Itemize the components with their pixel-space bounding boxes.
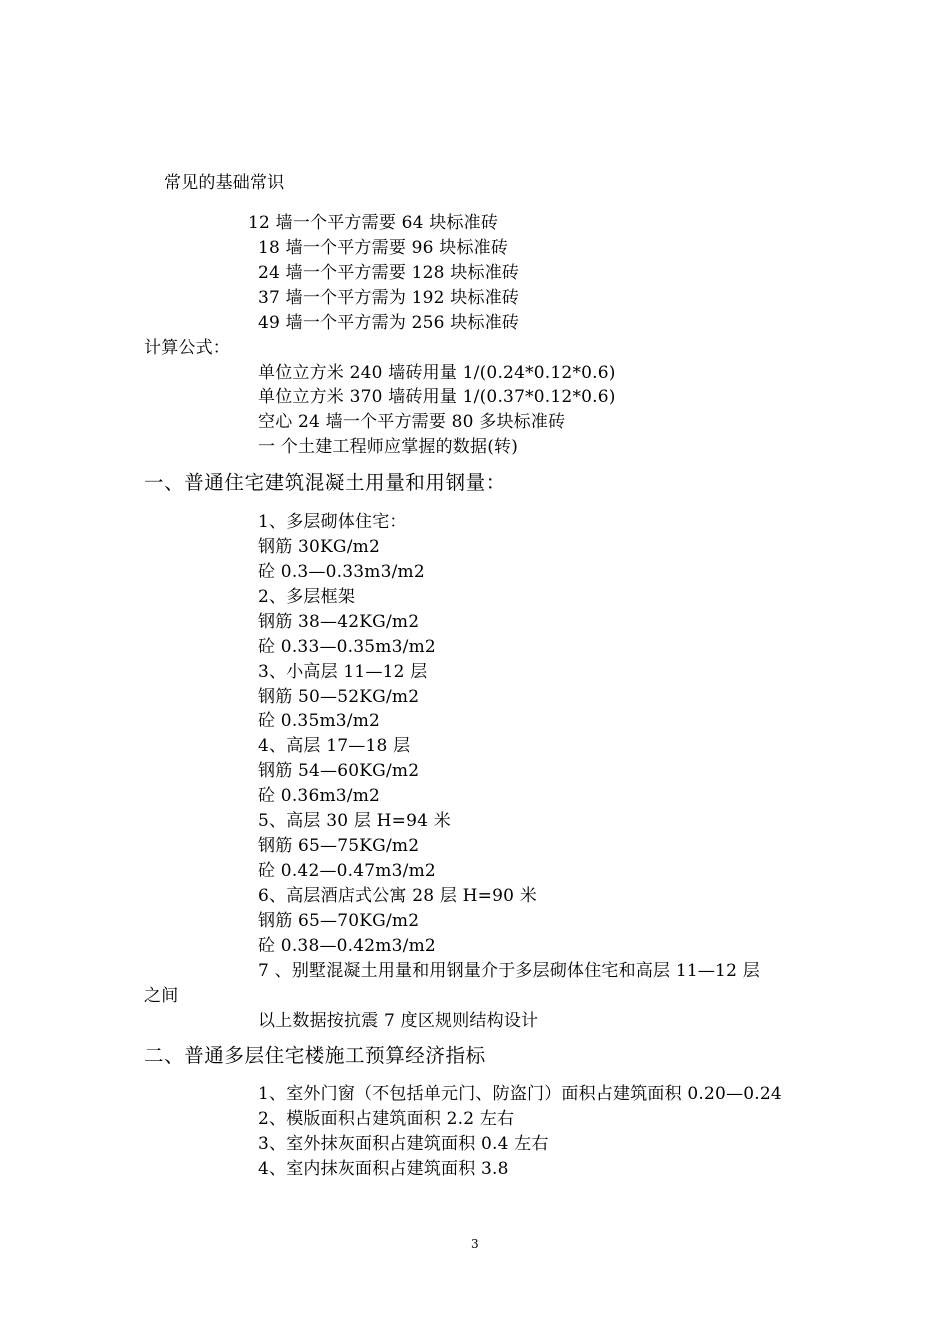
section1-line: 7 、别墅混凝土用量和用钢量介于多层砌体住宅和高层 11—12 层 — [258, 961, 760, 981]
section1-wrap: 之间 — [144, 986, 179, 1006]
section1-line: 钢筋 65—75KG/m2 — [258, 836, 420, 856]
page-title: 常见的基础常识 — [164, 173, 285, 193]
section2-line: 2、模版面积占建筑面积 2.2 左右 — [258, 1109, 515, 1129]
section1-line: 砼 0.36m3/m2 — [258, 786, 381, 806]
section1-line: 1、多层砌体住宅： — [258, 512, 407, 532]
section2-heading: 二、普通多层住宅楼施工预算经济指标 — [144, 1044, 486, 1067]
brick-line: 24 墙一个平方需要 128 块标准砖 — [258, 263, 520, 283]
section1-note: 以上数据按抗震 7 度区规则结构设计 — [258, 1011, 539, 1031]
brick-line: 37 墙一个平方需为 192 块标准砖 — [258, 288, 520, 308]
section2-line: 4、室内抹灰面积占建筑面积 3.8 — [258, 1159, 509, 1179]
section2-line: 3、室外抹灰面积占建筑面积 0.4 左右 — [258, 1134, 549, 1154]
section1-line: 钢筋 65—70KG/m2 — [258, 911, 420, 931]
section1-line: 钢筋 50—52KG/m2 — [258, 687, 420, 707]
brick-line: 18 墙一个平方需要 96 块标准砖 — [258, 238, 509, 258]
section1-line: 6、高层酒店式公寓 28 层 H=90 米 — [258, 886, 537, 906]
brick-line: 12 墙一个平方需要 64 块标准砖 — [248, 213, 499, 233]
section1-line: 2、多层框架 — [258, 587, 356, 607]
section1-line: 钢筋 54—60KG/m2 — [258, 761, 420, 781]
section1-line: 砼 0.3—0.33m3/m2 — [258, 562, 425, 582]
brick-line: 49 墙一个平方需为 256 块标准砖 — [258, 313, 520, 333]
section1-line: 4、高层 17—18 层 — [258, 736, 411, 756]
formula-line: 空心 24 墙一个平方需要 80 多块标准砖 — [258, 412, 566, 432]
section1-line: 砼 0.38—0.42m3/m2 — [258, 936, 436, 956]
section2-line: 1、室外门窗（不包括单元门、防盗门）面积占建筑面积 0.20—0.24 — [258, 1084, 782, 1104]
formula-line: 一 个土建工程师应掌握的数据(转) — [258, 437, 519, 457]
section1-line: 5、高层 30 层 H=94 米 — [258, 811, 451, 831]
formula-line: 单位立方米 370 墙砖用量 1/(0.37*0.12*0.6) — [258, 387, 616, 407]
section1-heading: 一、普通住宅建筑混凝土用量和用钢量： — [144, 471, 506, 494]
section1-line: 砼 0.42—0.47m3/m2 — [258, 861, 436, 881]
page-number: 3 — [471, 1237, 479, 1251]
section1-line: 砼 0.35m3/m2 — [258, 711, 381, 731]
formula-line: 单位立方米 240 墙砖用量 1/(0.24*0.12*0.6) — [258, 363, 616, 383]
section1-line: 钢筋 30KG/m2 — [258, 537, 380, 557]
section1-line: 砼 0.33—0.35m3/m2 — [258, 637, 436, 657]
section1-line: 钢筋 38—42KG/m2 — [258, 612, 420, 632]
section1-line: 3、小高层 11—12 层 — [258, 662, 428, 682]
formula-label: 计算公式： — [144, 338, 230, 358]
